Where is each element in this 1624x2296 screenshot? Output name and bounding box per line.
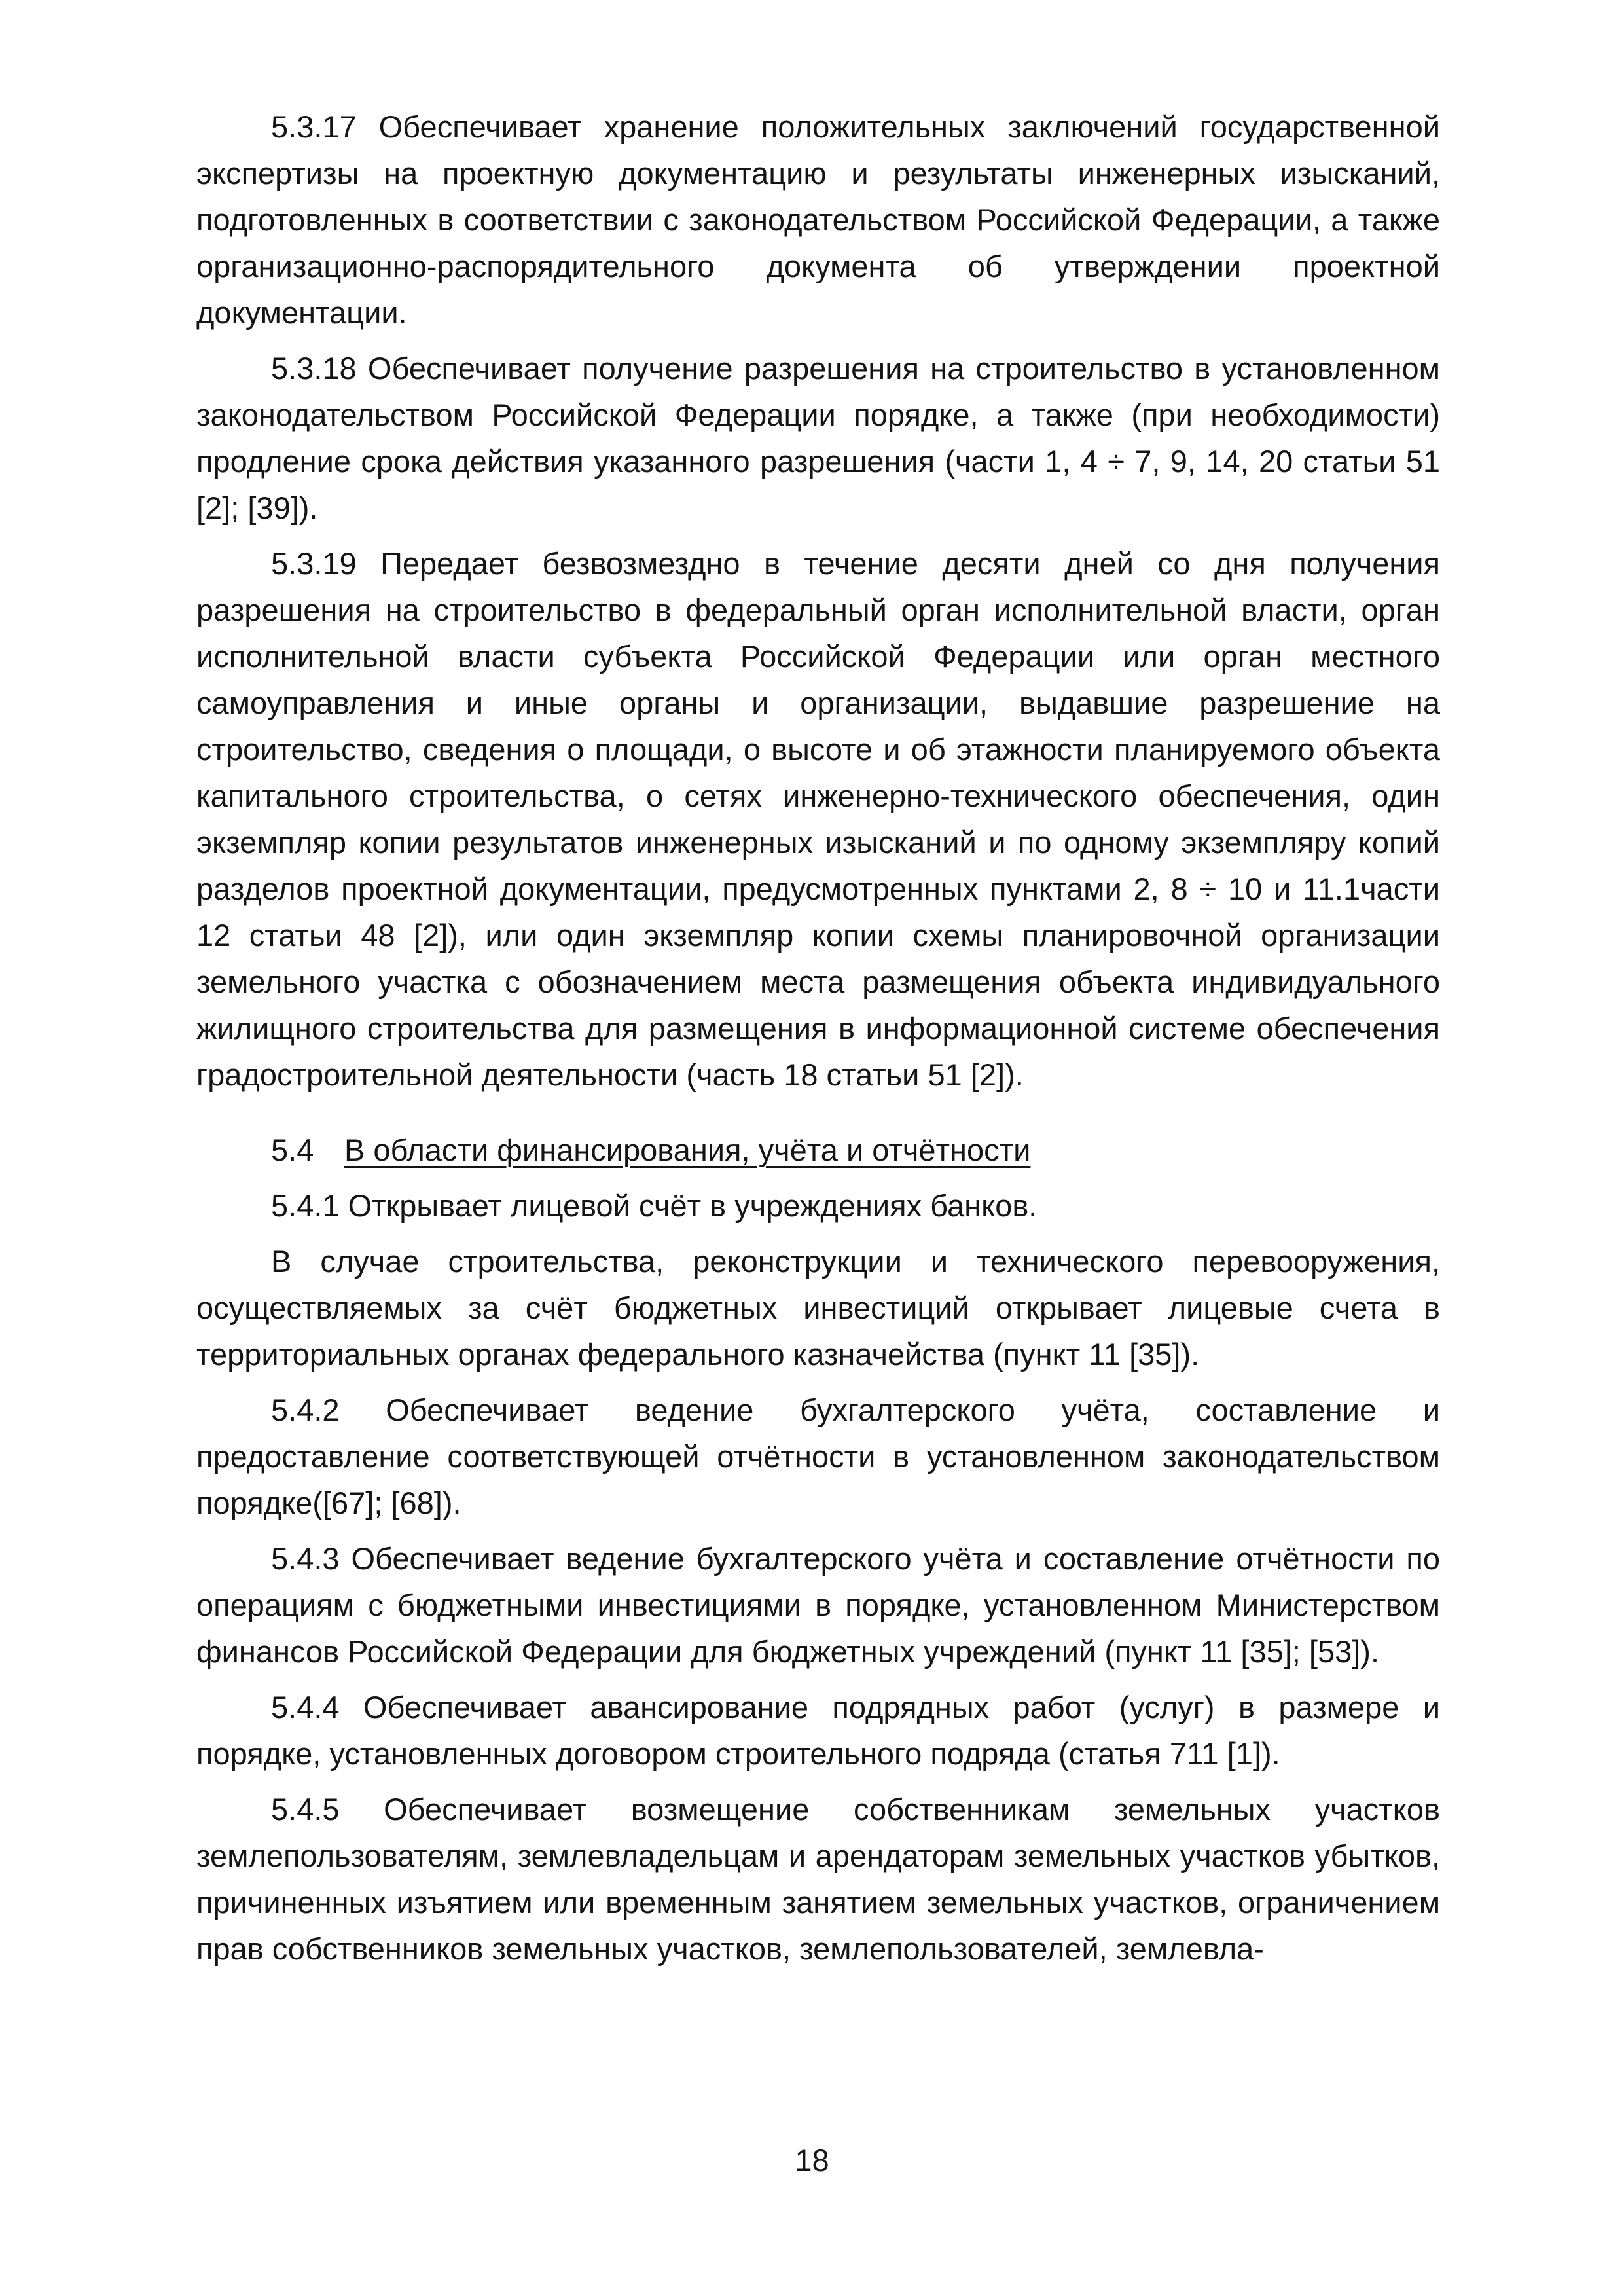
paragraph-5-4-2: 5.4.2 Обеспечивает ведение бухгалтерского учёта, составление и предоставление соответствующей отчётности в установленном законодательством порядке([67]; [68]).	[196, 1393, 1440, 1520]
paragraph-5-4-1-continued: В случае строительства, реконструкции и технического перевооружения, осуществляемых за счёт бюджетных инвестиций открывает лицевые счета в территориальных органах федерального казначейства (пункт 11 [35]).	[196, 1244, 1440, 1372]
paragraph-5-4-3: 5.4.3 Обеспечивает ведение бухгалтерского учёта и составление отчётности по операциям с бюджетными инвестициями в порядке, установленном Министерством финансов Российской Федерации для бюджетных учреждений (пункт 11 [35]; [53]).	[196, 1541, 1440, 1669]
paragraph-5-4-5: 5.4.5 Обеспечивает возмещение собственникам земельных участков землепользователям, землевладельцам и арендаторам земельных участков убытков, причиненных изъятием или временным занятием земельных участков, ограничением прав собственников земельных участков, землепользователей, землевла-	[196, 1792, 1440, 1966]
page-number: 18	[795, 2143, 829, 2178]
paragraph-5-4-4: 5.4.4 Обеспечивает авансирование подрядных работ (услуг) в размере и порядке, установленных договором строительного подряда (статья 711 [1]).	[196, 1690, 1440, 1771]
section-heading-5-4	[196, 1127, 1440, 1173]
paragraph-5-4-1: 5.4.1 Открывает лицевой счёт в учреждениях банков.	[271, 1188, 1038, 1223]
paragraph-5-3-19: 5.3.19 Передает безвозмездно в течение десяти дней со дня получения разрешения на строительство в федеральный орган исполнительной власти, орган исполнительной власти субъекта Российской Федерации или орган местного самоуправления и иные органы и организации, выдавшие разрешение на строительство, сведения о площади, о высоте и об этажности планируемого объекта капитального строительства, о сетях инженерно-технического обеспечения, один экземпляр копии результатов инженерных изысканий и по одному экземпляру копий разделов проектной документации, предусмотренных пунктами 2, 8 ÷ 10 и 11.1части 12 статьи 48 [2]), или один экземпляр копии схемы планировочной организации земельного участка с обозначением места размещения объекта индивидуального жилищного строительства для размещения в информационной системе обеспечения градостроительной деятельности (часть 18 статьи 51 [2]).	[196, 546, 1440, 1092]
section-title: В области финансирования, учёта и отчётности	[344, 1133, 1031, 1167]
body-text	[196, 103, 1440, 1981]
paragraph-5-3-18: 5.3.18 Обеспечивает получение разрешения на строительство в установленном законодательством Российской Федерации порядке, а также (при необходимости) продление срока действия указанного разрешения (части 1, 4 ÷ 7, 9, 14, 20 статьи 51 [2]; [39]).	[196, 351, 1440, 525]
paragraph-5-3-17: 5.3.17 Обеспечивает хранение положительных заключений государственной экспертизы на проектную документацию и результаты инженерных изысканий, подготовленных в соответствии с законодательством Российской Федерации, а также организационно-распорядительного документа об утверждении проектной документации.	[196, 109, 1440, 330]
section-number: 5.4	[271, 1133, 314, 1167]
